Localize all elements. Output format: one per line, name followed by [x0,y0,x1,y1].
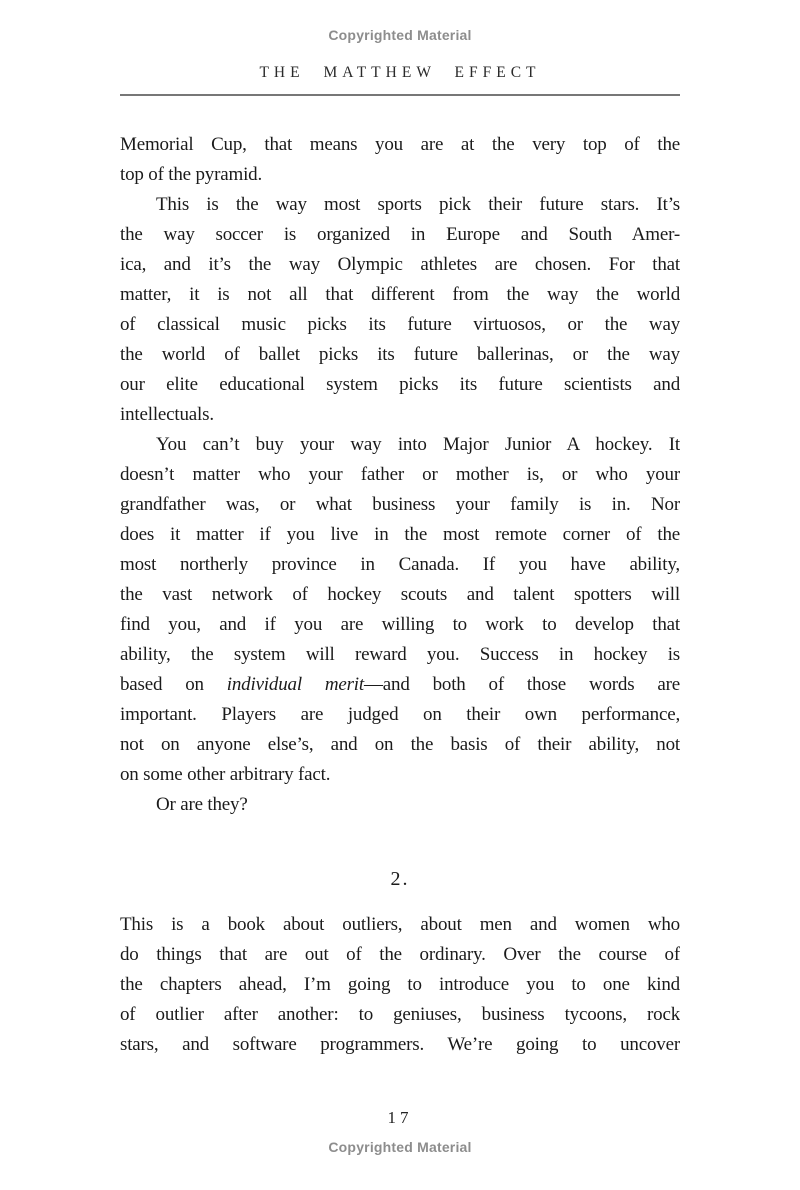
text-line: on some other arbitrary fact. [120,764,331,785]
text-line: This is the way most sports pick their future stars. It’s [156,194,680,215]
text-line: most northerly province in Canada. If you have ability, [120,554,680,575]
text-line: the way soccer is organized in Europe and South Amer- [120,224,680,245]
text-line: the world of ballet picks its future ballerinas, or the way [120,344,680,365]
text-line: does it matter if you live in the most remote corner of the [120,524,680,545]
italic-phrase: individual merit [226,674,364,695]
text-line: grandfather was, or what business your family is in. Nor [120,494,680,515]
text-line: This is a book about outliers, about men and women who [120,914,680,935]
page-body-text [120,130,680,1060]
text-line: our elite educational system picks its future scientists and [120,374,680,395]
paragraph [120,130,680,190]
text-line: ica, and it’s the way Olympic athletes are chosen. For that [120,254,680,275]
text-line: the chapters ahead, I’m going to introduce you to one kind [120,974,680,995]
copyright-watermark-top: Copyrighted Material [328,27,472,43]
text-line: top of the pyramid. [120,164,263,185]
text-line: do things that are out of the ordinary. Over the course of [120,944,680,965]
text-line: of classical music picks its future virtuosos, or the way [120,314,680,335]
text-run: based on [120,674,227,695]
text-line: of outlier after another: to geniuses, business tycoons, rock [120,1004,680,1025]
text-line: ability, the system will reward you. Success in hockey is [120,644,680,665]
paragraph [120,190,680,430]
text-line: the vast network of hockey scouts and talent spotters will [120,584,680,605]
text-line: stars, and software programmers. We’re going to uncover [120,1034,680,1055]
text-line: intellectuals. [120,404,214,425]
text-line: Memorial Cup, that means you are at the very top of the [120,134,680,155]
paragraph [120,430,680,790]
text-line: matter, it is not all that different from the way the world [120,284,680,305]
text-line: You can’t buy your way into Major Junior A hockey. It [156,434,680,455]
section-number: 2. [390,868,410,890]
page-number: 17 [387,1108,413,1127]
paragraph [120,910,680,1060]
paragraph [120,790,680,820]
text-line: find you, and if you are willing to work to develop that [120,614,680,635]
text-line: doesn’t matter who your father or mother is, or who your [120,464,680,485]
header-rule [120,94,680,96]
copyright-watermark-bottom: Copyrighted Material [328,1139,472,1155]
chapter-running-head: THE MATTHEW EFFECT [259,64,541,81]
text-line: Or are they? [156,794,248,815]
text-line: important. Players are judged on their own performance, [120,704,680,725]
text-run: —and both of those words are [364,674,680,695]
text-line: not on anyone else’s, and on the basis of their ability, not [120,734,680,755]
text-line-with-emphasis [120,670,680,700]
